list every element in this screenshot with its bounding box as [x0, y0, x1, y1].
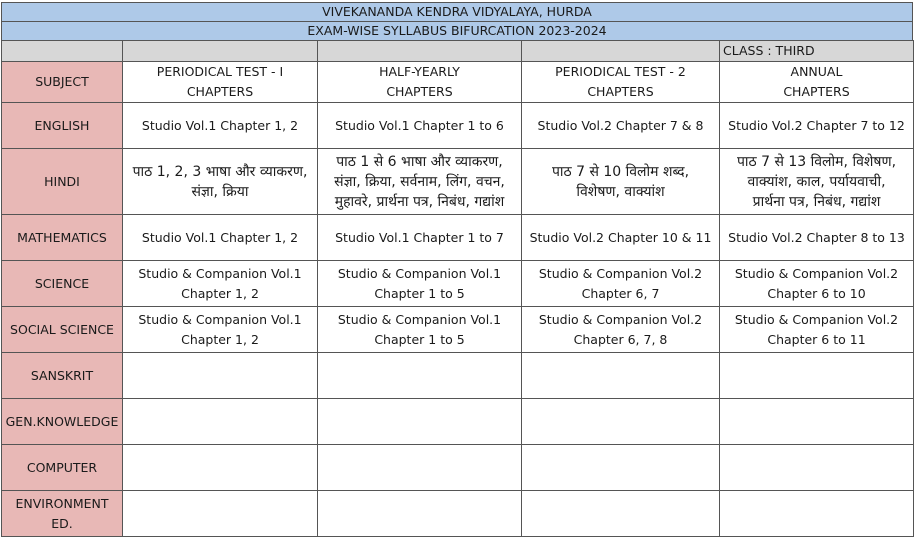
header-pt2[interactable]	[522, 62, 720, 103]
subject-cell[interactable]: ENVIRONMENT ED.	[2, 491, 123, 537]
annual-cell[interactable]	[720, 149, 914, 215]
school-title: VIVEKANANDA KENDRA VIDYALAYA, HURDA	[1, 2, 913, 22]
syllabus-table	[1, 40, 914, 537]
annual-cell[interactable]	[720, 445, 914, 491]
annual-cell[interactable]	[720, 399, 914, 445]
header-half-yearly[interactable]	[318, 62, 522, 103]
annual-cell[interactable]	[720, 307, 914, 353]
table-row	[2, 307, 914, 353]
cell-line: Chapter 6, 7, 8	[573, 331, 668, 347]
cell-line: संज्ञा, क्रिया, सर्वनाम, लिंग, वचन,	[334, 173, 505, 190]
header-line: PERIODICAL TEST - 2	[555, 64, 686, 79]
pt2-cell[interactable]	[522, 445, 720, 491]
table-row	[2, 215, 914, 261]
cell-line: प्रार्थना पत्र, निबंध, गद्यांश	[752, 193, 881, 210]
pt2-cell[interactable]	[522, 491, 720, 537]
cell-line: Chapter 1, 2	[181, 285, 259, 301]
subject-cell[interactable]: COMPUTER	[2, 445, 123, 491]
cell-line: पाठ 7 से 10 विलोम शब्द,	[551, 163, 690, 180]
subject-cell[interactable]: SANSKRIT	[2, 353, 123, 399]
pt2-cell[interactable]	[522, 103, 720, 149]
pt2-cell[interactable]	[522, 353, 720, 399]
cell-line: Chapter 6 to 11	[767, 331, 866, 347]
cell-line: Studio & Companion Vol.1	[337, 265, 502, 281]
header-row	[2, 62, 914, 103]
half-yearly-cell[interactable]	[318, 399, 522, 445]
cell-line: Studio Vol.2 Chapter 7 & 8	[537, 117, 704, 133]
cell-line: संज्ञा, क्रिया	[191, 183, 249, 200]
pt1-cell[interactable]	[123, 307, 318, 353]
subject-cell[interactable]: ENGLISH	[2, 103, 123, 149]
cell-line: Studio & Companion Vol.2	[538, 311, 703, 327]
sheet-subtitle: EXAM-WISE SYLLABUS BIFURCATION 2023-2024	[1, 21, 913, 41]
cell-line: Studio Vol.1 Chapter 1, 2	[141, 117, 299, 133]
cell-line: Studio & Companion Vol.1	[138, 265, 302, 281]
cell-line: Studio & Companion Vol.2	[734, 311, 899, 327]
table-row	[2, 491, 914, 537]
table-row	[2, 353, 914, 399]
pt1-cell[interactable]	[123, 215, 318, 261]
header-line: CHAPTERS	[386, 84, 453, 99]
pt1-cell[interactable]	[123, 491, 318, 537]
subject-cell[interactable]: SOCIAL SCIENCE	[2, 307, 123, 353]
subject-cell[interactable]: SCIENCE	[2, 261, 123, 307]
cell-line: पाठ 7 से 13 विलोम, विशेषण,	[736, 153, 897, 170]
cell-line: Chapter 6, 7	[581, 285, 660, 301]
half-yearly-cell[interactable]	[318, 491, 522, 537]
subject-cell[interactable]: GEN.KNOWLEDGE	[2, 399, 123, 445]
cell-line: Chapter 1 to 5	[374, 331, 465, 347]
cell-line: Studio & Companion Vol.1	[138, 311, 302, 327]
pt1-cell[interactable]	[123, 399, 318, 445]
header-annual[interactable]	[720, 62, 914, 103]
half-yearly-cell[interactable]	[318, 353, 522, 399]
cell-line: Studio Vol.2 Chapter 10 & 11	[529, 229, 712, 245]
header-pt1[interactable]	[123, 62, 318, 103]
half-yearly-cell[interactable]	[318, 103, 522, 149]
cell-line: Chapter 1 to 5	[374, 285, 465, 301]
pt1-cell[interactable]	[123, 261, 318, 307]
cell-line: Chapter 6 to 10	[767, 285, 866, 301]
cell-line: पाठ 1 से 6 भाषा और व्याकरण,	[336, 153, 503, 170]
header-line: ANNUAL	[790, 64, 843, 79]
pt2-cell[interactable]	[522, 307, 720, 353]
half-yearly-cell[interactable]	[318, 149, 522, 215]
annual-cell[interactable]	[720, 353, 914, 399]
pt2-cell[interactable]	[522, 261, 720, 307]
table-row	[2, 399, 914, 445]
cell-line: Studio Vol.2 Chapter 7 to 12	[728, 117, 905, 133]
cell-line: पाठ 1, 2, 3 भाषा और व्याकरण,	[132, 163, 308, 180]
header-subject[interactable]: SUBJECT	[2, 62, 123, 103]
half-yearly-cell[interactable]	[318, 261, 522, 307]
cell-line: Studio Vol.2 Chapter 8 to 13	[728, 229, 905, 245]
pt2-cell[interactable]	[522, 399, 720, 445]
cell-line: वाक्यांश, काल, पर्यायवाची,	[747, 173, 886, 190]
pt2-cell[interactable]	[522, 215, 720, 261]
pt2-cell[interactable]	[522, 149, 720, 215]
half-yearly-cell[interactable]	[318, 215, 522, 261]
pt1-cell[interactable]	[123, 353, 318, 399]
cell-line: Studio & Companion Vol.1	[337, 311, 502, 327]
annual-cell[interactable]	[720, 261, 914, 307]
annual-cell[interactable]	[720, 215, 914, 261]
half-yearly-cell[interactable]	[318, 307, 522, 353]
cell-line: Studio Vol.1 Chapter 1 to 6	[335, 117, 504, 133]
subject-cell[interactable]: HINDI	[2, 149, 123, 215]
cell-line: विशेषण, वाक्यांश	[576, 183, 665, 200]
subject-rows	[2, 103, 914, 537]
cell-line: मुहावरे, प्रार्थना पत्र, निबंध, गद्यांश	[334, 193, 505, 210]
table-row	[2, 103, 914, 149]
blank-cell[interactable]	[522, 41, 720, 62]
pt1-cell[interactable]	[123, 103, 318, 149]
table-row	[2, 261, 914, 307]
header-line: CHAPTERS	[783, 84, 850, 99]
header-line: CHAPTERS	[587, 84, 654, 99]
blank-cell[interactable]	[318, 41, 522, 62]
cell-line: Studio & Companion Vol.2	[734, 265, 899, 281]
header-line: PERIODICAL TEST - I	[156, 64, 284, 79]
class-label[interactable]: CLASS : THIRD	[720, 41, 914, 62]
pt1-cell[interactable]	[123, 149, 318, 215]
header-line: CHAPTERS	[186, 84, 254, 99]
annual-cell[interactable]	[720, 491, 914, 537]
half-yearly-cell[interactable]	[318, 445, 522, 491]
annual-cell[interactable]	[720, 103, 914, 149]
table-row	[2, 445, 914, 491]
cell-line: Studio Vol.1 Chapter 1 to 7	[335, 229, 504, 245]
table-row	[2, 149, 914, 215]
header-line: HALF-YEARLY	[379, 64, 460, 79]
pt1-cell[interactable]	[123, 445, 318, 491]
cell-line: Studio Vol.1 Chapter 1, 2	[141, 229, 299, 245]
blank-cell[interactable]	[123, 41, 318, 62]
cell-line: Studio & Companion Vol.2	[538, 265, 703, 281]
cell-line: Chapter 1, 2	[181, 331, 259, 347]
blank-cell[interactable]	[2, 41, 123, 62]
class-row	[2, 41, 914, 62]
subject-cell[interactable]: MATHEMATICS	[2, 215, 123, 261]
